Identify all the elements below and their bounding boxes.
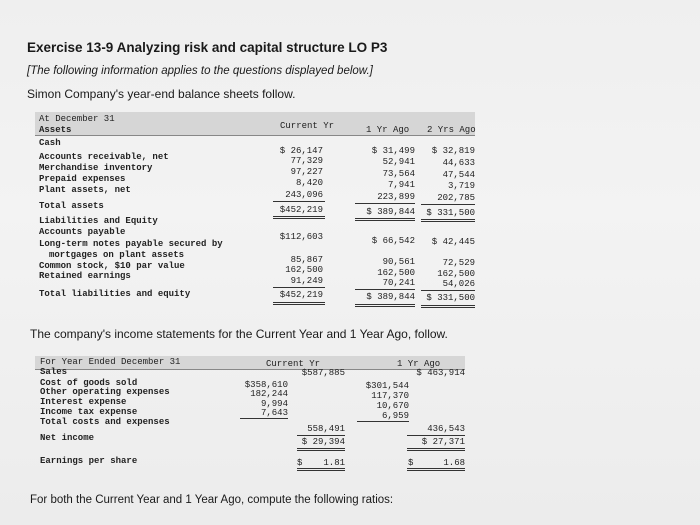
liabilities-heading: Liabilities and Equity bbox=[39, 216, 158, 226]
cell: 52,941 bbox=[382, 157, 415, 167]
bs-col-1yr: 1 Yr Ago bbox=[366, 125, 410, 135]
is-heading: For Year Ended December 31 bbox=[40, 357, 181, 367]
cell: $ 331,500 bbox=[426, 293, 475, 303]
row-label: Merchandise inventory bbox=[39, 163, 153, 173]
cell: 558,491 bbox=[307, 424, 345, 434]
row-label: Retained earnings bbox=[39, 271, 131, 281]
cell: $ 29,394 bbox=[301, 437, 345, 447]
row-label: Total assets bbox=[39, 201, 104, 211]
row-label: Other operating expenses bbox=[40, 387, 170, 397]
balance-sheet-table bbox=[35, 112, 475, 312]
total-double-rule bbox=[297, 448, 345, 451]
cell: 91,249 bbox=[290, 276, 323, 286]
total-double-rule bbox=[407, 448, 465, 451]
total-double-rule bbox=[273, 216, 325, 219]
cell: $ 463,914 bbox=[416, 368, 465, 378]
cell: 162,500 bbox=[377, 268, 415, 278]
instruction-note: [The following information applies to the questions displayed below.] bbox=[27, 65, 373, 77]
total-double-rule bbox=[297, 468, 345, 471]
cell: 44,633 bbox=[442, 158, 475, 168]
total-double-rule bbox=[355, 218, 415, 221]
row-label: Prepaid expenses bbox=[39, 174, 126, 184]
row-label: Total costs and expenses bbox=[40, 417, 170, 427]
cell: 10,670 bbox=[376, 401, 409, 411]
total-double-rule bbox=[355, 304, 415, 307]
cell: 1.81 bbox=[323, 458, 345, 468]
cell: 6,959 bbox=[381, 411, 409, 421]
cell: 162,500 bbox=[437, 269, 475, 279]
cell: $ 32,819 bbox=[431, 146, 475, 156]
row-label: Sales bbox=[40, 367, 68, 377]
bs-col-current: Current Yr bbox=[280, 121, 335, 131]
income-intro-text: The company's income statements for the Current Year and 1 Year Ago, follow. bbox=[30, 327, 448, 341]
row-label: Cost of goods sold bbox=[40, 378, 138, 388]
cell: 90,561 bbox=[382, 257, 415, 267]
row-label: Accounts receivable, net bbox=[39, 152, 169, 162]
cell: 223,899 bbox=[377, 192, 415, 202]
instructions-text: For both the Current Year and 1 Year Ago, compute the following ratios: bbox=[30, 494, 394, 506]
cell: $ 26,147 bbox=[279, 146, 323, 156]
row-label: Plant assets, net bbox=[39, 185, 131, 195]
cell: $452,219 bbox=[279, 205, 323, 215]
cell: 70,241 bbox=[382, 278, 415, 288]
is-col-1yr: 1 Yr Ago bbox=[397, 359, 441, 369]
cell: 73,564 bbox=[382, 169, 415, 179]
cell: $112,603 bbox=[279, 232, 323, 242]
subtotal-rule bbox=[297, 435, 345, 436]
subtotal-rule bbox=[273, 287, 325, 288]
cell: 243,096 bbox=[285, 190, 323, 200]
row-label: Earnings per share bbox=[40, 456, 138, 466]
assets-heading: Assets bbox=[39, 125, 72, 135]
row-label: mortgages on plant assets bbox=[49, 250, 185, 260]
subtotal-rule bbox=[407, 435, 465, 436]
eps-dollar: $ bbox=[408, 458, 414, 468]
cell: 97,227 bbox=[290, 167, 323, 177]
cell: $ 389,844 bbox=[366, 207, 415, 217]
cell: 202,785 bbox=[437, 193, 475, 203]
cell: 117,370 bbox=[371, 391, 409, 401]
eps-dollar: $ bbox=[297, 458, 303, 468]
subtotal-rule bbox=[240, 418, 288, 419]
cell: 85,867 bbox=[290, 255, 323, 265]
cell: $ 331,500 bbox=[426, 208, 475, 218]
row-label: Cash bbox=[39, 138, 61, 148]
is-col-current: Current Yr bbox=[266, 359, 321, 369]
cell: $358,610 bbox=[244, 380, 288, 390]
cell: $ 27,371 bbox=[421, 437, 465, 447]
cell: $ 66,542 bbox=[371, 236, 415, 246]
cell: $ 389,844 bbox=[366, 292, 415, 302]
row-label: Net income bbox=[40, 433, 95, 443]
total-double-rule bbox=[407, 468, 465, 471]
cell: 8,420 bbox=[295, 178, 323, 188]
row-label: Accounts payable bbox=[39, 227, 126, 237]
cell: 54,026 bbox=[442, 279, 475, 289]
bs-col-2yr: 2 Yrs Ago bbox=[427, 125, 476, 135]
cell: 3,719 bbox=[447, 181, 475, 191]
row-label: Common stock, $10 par value bbox=[39, 261, 185, 271]
total-double-rule bbox=[273, 302, 325, 305]
cell: 9,994 bbox=[260, 399, 288, 409]
subtotal-rule bbox=[355, 203, 415, 204]
row-label: Total liabilities and equity bbox=[39, 289, 191, 299]
row-label: Long-term notes payable secured by bbox=[39, 239, 223, 249]
total-double-rule bbox=[421, 219, 475, 222]
cell: 162,500 bbox=[285, 265, 323, 275]
bs-heading: At December 31 bbox=[39, 114, 115, 124]
cell: 182,244 bbox=[250, 389, 288, 399]
cell: $587,885 bbox=[301, 368, 345, 378]
subtotal-rule bbox=[273, 201, 325, 202]
cell: 77,329 bbox=[290, 156, 323, 166]
cell: 7,643 bbox=[260, 408, 288, 418]
income-statement-table bbox=[35, 356, 465, 476]
subtotal-rule bbox=[357, 421, 409, 422]
cell: $452,219 bbox=[279, 290, 323, 300]
cell: 47,544 bbox=[442, 170, 475, 180]
cell: 7,941 bbox=[387, 180, 415, 190]
cell: 72,529 bbox=[442, 258, 475, 268]
cell: 1.68 bbox=[443, 458, 465, 468]
exercise-title: Exercise 13-9 Analyzing risk and capital structure LO P3 bbox=[27, 40, 388, 55]
row-label: Income tax expense bbox=[40, 407, 138, 417]
subtotal-rule bbox=[421, 290, 475, 291]
total-double-rule bbox=[421, 305, 475, 308]
cell: $ 31,499 bbox=[371, 146, 415, 156]
row-label: Interest expense bbox=[40, 397, 127, 407]
cell: 436,543 bbox=[427, 424, 465, 434]
intro-text: Simon Company's year-end balance sheets follow. bbox=[27, 87, 296, 101]
subtotal-rule bbox=[421, 204, 475, 205]
subtotal-rule bbox=[355, 289, 415, 290]
cell: $301,544 bbox=[365, 381, 409, 391]
cell: $ 42,445 bbox=[431, 237, 475, 247]
